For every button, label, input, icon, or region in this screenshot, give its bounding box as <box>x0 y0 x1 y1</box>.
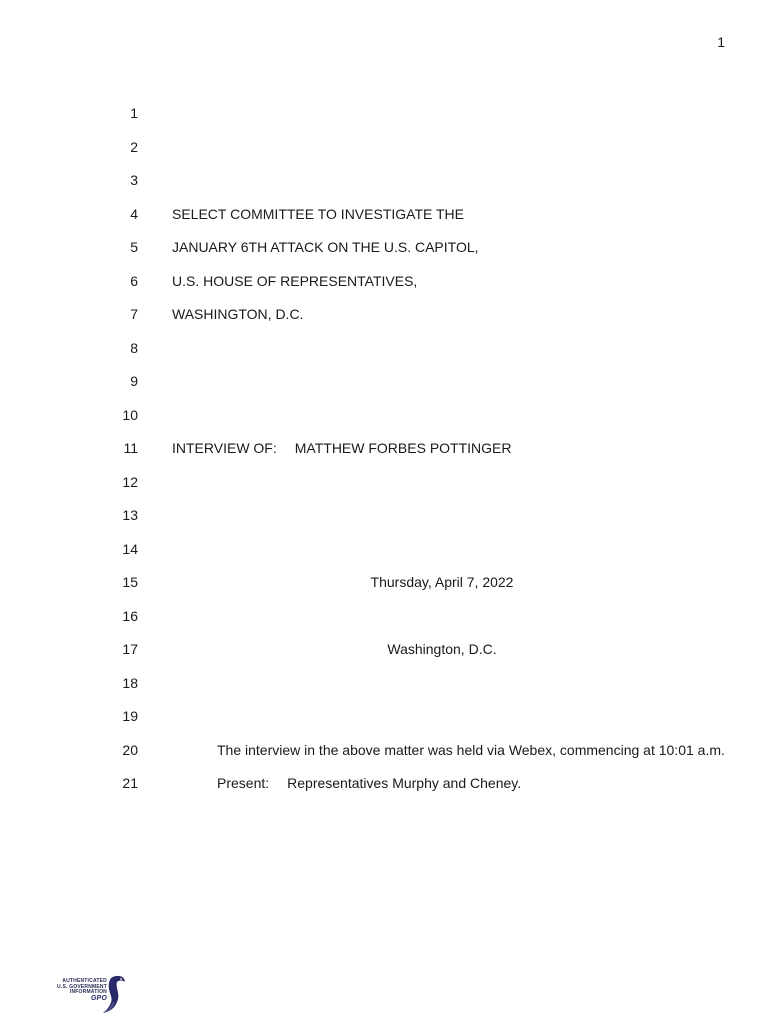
line-number: 17 <box>122 641 138 657</box>
line-number: 21 <box>122 775 138 791</box>
line-number: 6 <box>130 272 138 289</box>
transcript-line <box>0 273 768 307</box>
gpo-logo-line: U.S. GOVERNMENT <box>57 983 107 990</box>
line-number: 8 <box>130 339 138 356</box>
eagle-icon <box>45 972 129 1016</box>
line-text <box>217 775 521 791</box>
gpo-authentication-logo <box>45 972 129 1016</box>
gpo-logo-line: INFORMATION <box>69 989 107 995</box>
gpo-logo-line: AUTHENTICATED <box>62 978 107 984</box>
line-number: 14 <box>122 540 138 557</box>
transcript-line <box>0 340 768 374</box>
line-text <box>172 440 512 456</box>
transcript-line <box>0 708 768 742</box>
transcript-line <box>0 507 768 541</box>
gpo-logo-mark: GPO <box>90 994 107 1002</box>
line-number: 5 <box>130 239 138 255</box>
line-text: WASHINGTON, D.C. <box>172 306 304 322</box>
line-number: 4 <box>130 205 138 222</box>
page-number: 1 <box>717 34 725 50</box>
line-number: 19 <box>122 708 138 724</box>
transcript-line <box>0 105 768 139</box>
line-number: 1 <box>130 105 138 121</box>
transcript-line <box>0 541 768 575</box>
line-number: 9 <box>130 373 138 389</box>
line-number: 12 <box>122 473 138 490</box>
line-number: 11 <box>123 440 138 456</box>
line-number: 15 <box>122 574 138 590</box>
transcript-line <box>0 641 768 675</box>
transcript-line <box>0 675 768 709</box>
transcript-line <box>0 608 768 642</box>
line-number: 18 <box>122 674 138 691</box>
line-number: 7 <box>130 306 138 322</box>
line-text: The interview in the above matter was held via Webex, commencing at 10:01 a.m. <box>217 741 725 758</box>
line-text: U.S. HOUSE OF REPRESENTATIVES, <box>172 272 418 289</box>
line-label: Present: <box>217 775 270 791</box>
transcript-line <box>0 206 768 240</box>
transcript-line <box>0 172 768 206</box>
line-value: Representatives Murphy and Cheney. <box>287 775 522 791</box>
line-text: Washington, D.C. <box>387 641 497 657</box>
line-number: 2 <box>130 138 138 155</box>
transcript-line <box>0 407 768 441</box>
line-label: INTERVIEW OF: <box>172 440 277 456</box>
line-number: 13 <box>122 507 138 523</box>
transcript-line <box>0 306 768 340</box>
line-text: SELECT COMMITTEE TO INVESTIGATE THE <box>172 205 464 222</box>
line-number: 3 <box>130 172 138 188</box>
transcript-line <box>0 574 768 608</box>
line-number: 10 <box>122 406 138 423</box>
transcript-line <box>0 775 768 809</box>
transcript-line <box>0 742 768 776</box>
transcript-line <box>0 474 768 508</box>
transcript-line <box>0 373 768 407</box>
transcript-line <box>0 239 768 273</box>
transcript-line <box>0 139 768 173</box>
line-text: Thursday, April 7, 2022 <box>370 574 514 590</box>
transcript-line <box>0 440 768 474</box>
line-number: 16 <box>122 607 138 624</box>
line-text: JANUARY 6TH ATTACK ON THE U.S. CAPITOL, <box>172 239 479 255</box>
line-value: MATTHEW FORBES POTTINGER <box>294 440 512 456</box>
transcript-body <box>0 105 768 809</box>
line-number: 20 <box>122 741 138 758</box>
